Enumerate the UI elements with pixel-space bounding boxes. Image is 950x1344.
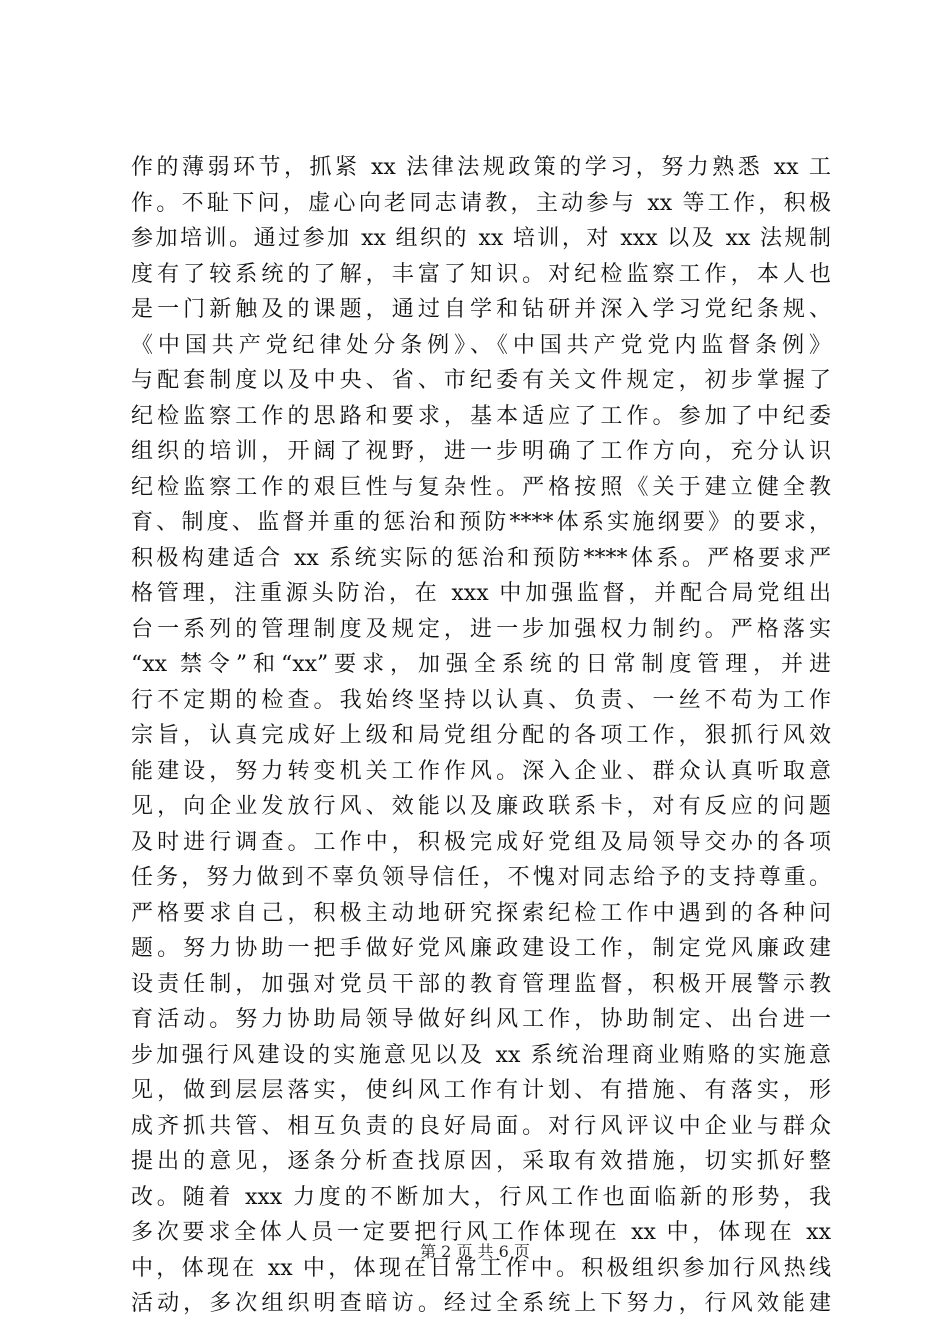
text-line: 育活动。努力协助局领导做好纠风工作，协助制定、出台进一 — [131, 1007, 831, 1032]
text-line: 积极构建适合 xx 系统实际的惩治和预防****体系。严格要求严 — [131, 545, 831, 571]
text-line: 题。努力协助一把手做好党风廉政建设工作，制定党风廉政建 — [131, 936, 831, 961]
text-line: 见，做到层层落实，使纠风工作有计划、有措施、有落实，形 — [131, 1078, 831, 1103]
text-line: 育、制度、监督并重的惩治和预防****体系实施纲要》的要求， — [131, 510, 831, 535]
text-line: 成齐抓共管、相互负责的良好局面。对行风评议中企业与群众 — [131, 1113, 831, 1139]
text-line: 提出的意见，逐条分析查找原因，采取有效措施，切实抓好整 — [131, 1149, 831, 1174]
text-line: 严格要求自己，积极主动地研究探索纪检工作中遇到的各种问 — [131, 900, 831, 926]
text-line: 能建设，努力转变机关工作作风。深入企业、群众认真听取意 — [131, 758, 831, 784]
text-line: 格管理，注重源头防治，在 xxx 中加强监督，并配合局党组出 — [131, 581, 831, 606]
text-line: 及时进行调查。工作中，积极完成好党组及局领导交办的各项 — [131, 829, 831, 855]
text-line: 《中国共产党纪律处分条例》、《中国共产党党内监督条例》 — [131, 332, 831, 358]
text-line: 参加培训。通过参加 xx 组织的 xx 培训，对 xxx 以及 xx 法规制 — [131, 226, 831, 251]
text-line: 组织的培训，开阔了视野，进一步明确了工作方向，充分认识 — [131, 439, 831, 464]
text-line: 纪检监察工作的思路和要求，基本适应了工作。参加了中纪委 — [131, 403, 831, 429]
text-line: 见，向企业发放行风、效能以及廉政联系卡，对有反应的问题 — [131, 794, 831, 819]
text-line: 活动，多次组织明查暗访。经过全系统上下努力，行风效能建 — [131, 1291, 831, 1316]
text-line: “xx 禁令”和“xx”要求，加强全系统的日常制度管理，并进 — [131, 652, 831, 677]
text-line: 台一系列的管理制度及规定，进一步加强权力制约。严格落实 — [131, 616, 831, 642]
text-line: 多次要求全体人员一定要把行风工作体现在 xx 中，体现在 xx — [131, 1220, 831, 1245]
text-line: 作的薄弱环节，抓紧 xx 法律法规政策的学习，努力熟悉 xx 工 — [131, 155, 831, 180]
text-line: 与配套制度以及中央、省、市纪委有关文件规定，初步掌握了 — [131, 368, 831, 393]
text-line: 纪检监察工作的艰巨性与复杂性。严格按照《关于建立健全教 — [131, 474, 831, 500]
text-line: 设责任制，加强对党员干部的教育管理监督，积极开展警示教 — [131, 971, 831, 997]
body-text — [131, 150, 831, 1322]
text-line: 行不定期的检查。我始终坚持以认真、负责、一丝不苟为工作 — [131, 687, 831, 713]
page-number-footer: 第 2 页 共 6 页 — [420, 1242, 530, 1261]
text-line: 步加强行风建设的实施意见以及 xx 系统治理商业贿赂的实施意 — [131, 1042, 831, 1068]
text-line: 度有了较系统的了解，丰富了知识。对纪检监察工作，本人也 — [131, 261, 831, 287]
text-line: 是一门新触及的课题，通过自学和钻研并深入学习党纪条规、 — [131, 297, 831, 322]
text-line: 任务，努力做到不辜负领导信任，不愧对同志给予的支持尊重。 — [131, 865, 831, 890]
text-line: 宗旨，认真完成好上级和局党组分配的各项工作，狠抓行风效 — [131, 723, 831, 748]
text-line: 作。不耻下问，虚心向老同志请教，主动参与 xx 等工作，积极 — [131, 190, 831, 216]
text-line: 中，体现在 xx 中，体现在日常工作中。积极组织参加行风热线 — [131, 1255, 831, 1281]
text-line: 改。随着 xxx 力度的不断加大，行风工作也面临新的形势，我 — [131, 1184, 831, 1210]
